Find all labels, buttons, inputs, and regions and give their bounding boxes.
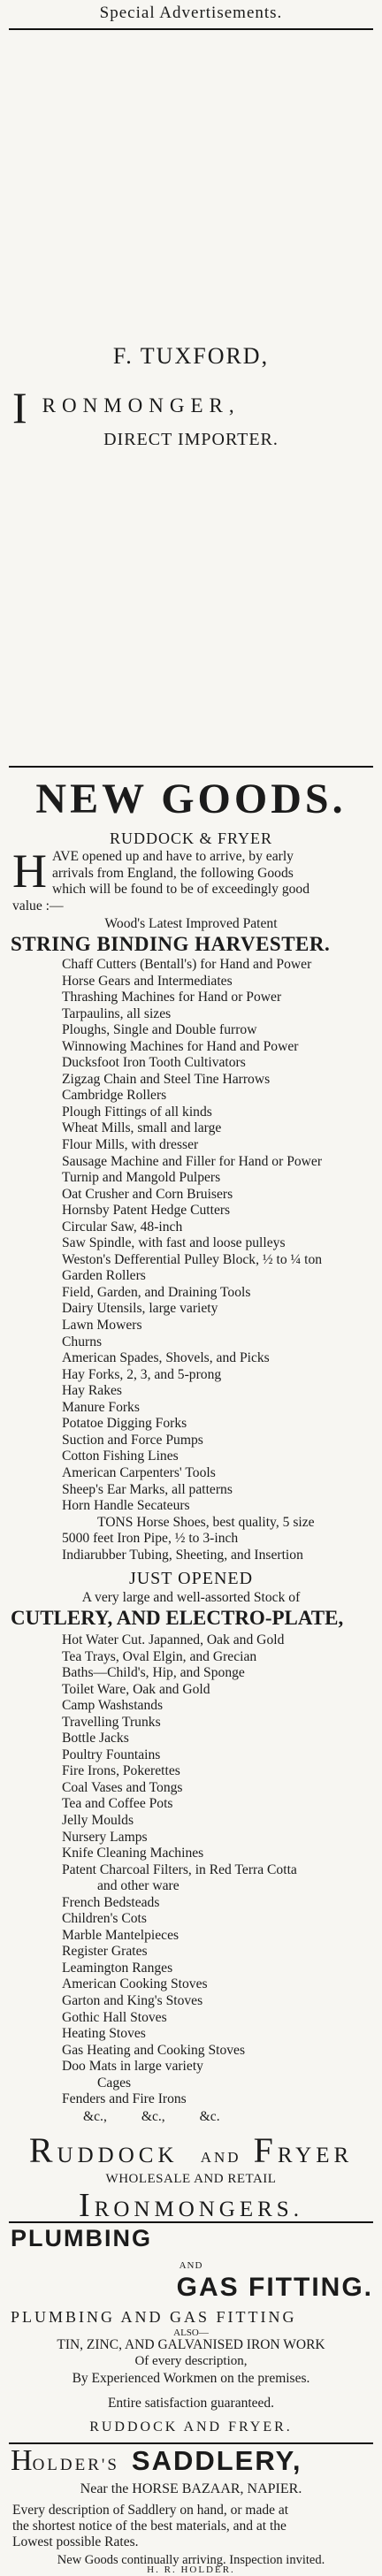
stock-item: American Cooking Stoves: [62, 1976, 208, 1992]
goods-item: Suction and Force Pumps: [62, 1432, 203, 1448]
goods-item: American Carpenters' Tools: [62, 1464, 216, 1480]
goods-item: Wheat Mills, small and large: [62, 1120, 222, 1136]
saddlery-para-line: Every description of Saddlery on hand, or made at: [12, 2503, 289, 2518]
stock-item: Heating Stoves: [62, 2026, 146, 2042]
stock-item: Cages: [97, 2075, 132, 2091]
stock-item: Doo Mats in large variety: [62, 2059, 203, 2075]
stock-item: Gas Heating and Cooking Stoves: [62, 2042, 246, 2058]
goods-item: Tarpaulins, all sizes: [62, 1005, 172, 1021]
intro-line: AVE opened up and have to arrive, by early: [52, 849, 294, 864]
firm-sign-line: [0, 2129, 382, 2171]
intro-line: value :—: [12, 898, 64, 913]
saddlery-title: SADDLERY,: [131, 2445, 302, 2476]
goods-item: Field, Garden, and Draining Tools: [62, 1284, 251, 1300]
harvester-headline: STRING BINDING HARVESTER.: [11, 933, 331, 955]
stock-item: Tea Trays, Oval Elgin, and Grecian: [62, 1648, 257, 1664]
firm-cap-r: R: [28, 2130, 57, 2170]
goods-item: Chaff Cutters (Bentall's) for Hand and Power: [62, 957, 312, 972]
saddlery-para-line: Lowest possible Rates.: [12, 2534, 139, 2549]
goods-item: 5000 feet Iron Pipe, ½ to 3-inch: [62, 1531, 239, 1547]
saddlery-arriving: New Goods continually arriving. Inspection invited.: [57, 2553, 325, 2567]
etc-line: &c., &c., &c.: [83, 2109, 220, 2124]
just-opened-intro: A very large and well-assorted Stock of: [81, 1590, 301, 1605]
goods-item: Sausage Machine and Filler for Hand or Power: [62, 1153, 323, 1169]
saddlery-para-line: the shortest notice of the best materials, and at the: [12, 2519, 286, 2534]
saddlery-paragraph: [12, 2503, 377, 2550]
stock-item: Patent Charcoal Filters, in Red Terra Cotta: [62, 1861, 297, 1877]
stock-item: Bottle Jacks: [62, 1731, 129, 1747]
stock-item: Fire Irons, Pokerettes: [62, 1763, 180, 1779]
stock-item: Fenders and Fire Irons: [62, 2091, 187, 2107]
goods-item: Horse Gears and Intermediates: [62, 973, 233, 989]
ironmongers-line: [0, 2186, 382, 2225]
saddlery-signature: H. R. HOLDER.: [147, 2565, 235, 2575]
stock-item: Gothic Hall Stoves: [62, 2009, 167, 2025]
tuxford-trade: [12, 382, 382, 433]
section-rule: [9, 766, 373, 768]
wholesale-line: WHOLESALE AND RETAIL: [105, 2172, 277, 2186]
plumbing-line-1: PLUMBING AND GAS FITTING: [11, 2308, 297, 2326]
new-goods-item-list: [62, 957, 371, 1563]
plumbing-line-4: By Experienced Workmen on the premises.: [72, 2371, 310, 2386]
goods-item: Winnowing Machines for Hand and Power: [62, 1038, 299, 1054]
header-rule: [9, 28, 373, 30]
goods-item: Zigzag Chain and Steel Tine Harrows: [62, 1071, 271, 1087]
stock-item: Camp Washstands: [62, 1698, 164, 1714]
new-goods-intro: [12, 845, 371, 914]
special-advertisements-heading: Special Advertisements.: [99, 4, 283, 22]
goods-item: Potatoe Digging Forks: [62, 1416, 187, 1432]
tuxford-name: F. TUXFORD,: [112, 343, 270, 369]
goods-item: Thrashing Machines for Hand or Power: [62, 990, 282, 1005]
just-opened-item-list: [62, 1632, 371, 2108]
stock-item: Marble Mantelpieces: [62, 1927, 180, 1943]
intro-dropcap: H: [12, 845, 47, 898]
goods-item: Flour Mills, with dresser: [62, 1137, 199, 1153]
section-rule: [9, 2221, 373, 2223]
saddlery-rest: OLDER'S: [32, 2456, 119, 2474]
goods-item: Turnip and Mangold Pulpers: [62, 1170, 221, 1186]
goods-item: Oat Crusher and Corn Bruisers: [62, 1186, 233, 1202]
firm-rest-ryer: RYER: [277, 2144, 354, 2167]
stock-item: Tea and Coffee Pots: [62, 1796, 173, 1812]
goods-item: TONS Horse Shoes, best quality, 5 size: [97, 1514, 315, 1530]
plumbing-and: AND: [179, 2260, 203, 2271]
stock-item: Baths—Child's, Hip, and Sponge: [62, 1665, 245, 1681]
tuxford-initial: I: [12, 383, 34, 432]
plumbing-signature: RUDDOCK AND FRYER.: [89, 2419, 293, 2435]
just-opened-title: JUST OPENED: [128, 1569, 254, 1588]
stock-item: Garton and King's Stoves: [62, 1993, 203, 2009]
saddlery-headline: [11, 2444, 371, 2478]
gas-fitting-title: GAS FITTING.: [176, 2273, 373, 2302]
stock-item: Coal Vases and Tongs: [62, 1779, 183, 1795]
saddlery-cap: H: [11, 2444, 33, 2477]
intro-line: which will be found to be of exceedingly good: [52, 882, 310, 898]
stock-item: Children's Cots: [62, 1911, 147, 1927]
intro-line: arrivals from England, the following Goods: [52, 865, 294, 881]
stock-item: Hot Water Cut. Japanned, Oak and Gold: [62, 1632, 285, 1647]
goods-item: Dairy Utensils, large variety: [62, 1301, 218, 1317]
goods-item: Manure Forks: [62, 1399, 140, 1415]
patent-line: Wood's Latest Improved Patent: [104, 916, 278, 931]
firm-and: AND: [200, 2149, 241, 2166]
new-goods-firm: RUDDOCK & FRYER: [109, 829, 273, 847]
stock-item: Poultry Fountains: [62, 1747, 161, 1762]
goods-item: Hornsby Patent Hedge Cutters: [62, 1203, 231, 1219]
ironmongers-rest: RONMONGERS.: [94, 2198, 303, 2221]
goods-item: Hay Rakes: [62, 1383, 122, 1399]
stock-item: Nursery Lamps: [62, 1829, 148, 1845]
firm-cap-f: F: [253, 2130, 278, 2170]
tuxford-trade-rest: RONMONGER,: [42, 394, 241, 417]
plumbing-line-2: TIN, ZINC, AND GALVANISED IRON WORK: [57, 2337, 325, 2352]
goods-item: Weston's Defferential Pulley Block, ½ to ¼ ton: [62, 1251, 323, 1267]
goods-item: Churns: [62, 1334, 103, 1349]
stock-item: Leamington Ranges: [62, 1960, 173, 1976]
goods-item: Circular Saw, 48-inch: [62, 1219, 183, 1234]
firm-rest-uddock: UDDOCK: [57, 2144, 179, 2167]
new-goods-title: NEW GOODS.: [35, 776, 347, 822]
plumbing-also: ALSO—: [173, 2328, 209, 2338]
stock-item: Register Grates: [62, 1944, 148, 1960]
stock-item: Jelly Moulds: [62, 1813, 134, 1829]
goods-item: Garden Rollers: [62, 1268, 146, 1284]
goods-item: Cotton Fishing Lines: [62, 1449, 179, 1464]
goods-item: American Spades, Shovels, and Picks: [62, 1350, 270, 1366]
stock-item: Travelling Trunks: [62, 1714, 161, 1730]
goods-item: Saw Spindle, with fast and loose pulleys: [62, 1235, 286, 1251]
plumbing-line-3: Of every description,: [134, 2354, 248, 2368]
goods-item: Hay Forks, 2, 3, and 5-prong: [62, 1366, 222, 1382]
stock-item: Knife Cleaning Machines: [62, 1846, 204, 1861]
saddlery-location: Near the HORSE BAZAAR, NAPIER.: [80, 2481, 302, 2496]
cutlery-headline: CUTLERY, AND ELECTRO-PLATE,: [11, 1607, 344, 1629]
ironmongers-cap: I: [79, 2187, 95, 2224]
goods-item: Cambridge Rollers: [62, 1088, 167, 1104]
goods-item: Indiarubber Tubing, Sheeting, and Insertion: [62, 1547, 303, 1563]
stock-item: French Bedsteads: [62, 1894, 160, 1910]
stock-item: and other ware: [97, 1878, 180, 1894]
tuxford-subtitle: DIRECT IMPORTER.: [103, 430, 279, 449]
plumbing-title: PLUMBING: [11, 2225, 152, 2251]
goods-item: Sheep's Ear Marks, all patterns: [62, 1481, 233, 1497]
goods-item: Ducksfoot Iron Tooth Cultivators: [62, 1055, 246, 1071]
goods-item: Ploughs, Single and Double furrow: [62, 1022, 257, 1038]
goods-item: Horn Handle Secateurs: [62, 1498, 190, 1514]
stock-item: Toilet Ware, Oak and Gold: [62, 1681, 210, 1697]
guarantee-line: Entire satisfaction guaranteed.: [107, 2396, 275, 2411]
goods-item: Plough Fittings of all kinds: [62, 1104, 212, 1120]
goods-item: Lawn Mowers: [62, 1318, 142, 1334]
